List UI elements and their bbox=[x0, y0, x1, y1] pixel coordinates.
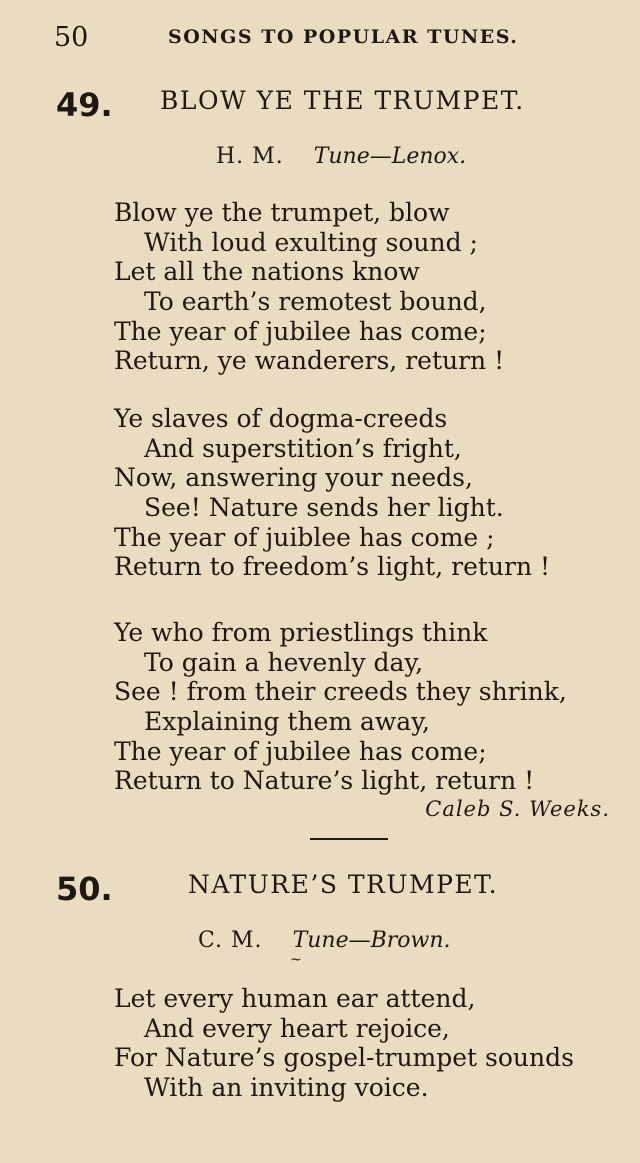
verse-line: Now, answering your needs, bbox=[114, 463, 473, 493]
verse-line: See ! from their creeds they shrink, bbox=[114, 677, 567, 707]
stanza bbox=[114, 404, 550, 582]
meter-line bbox=[198, 928, 451, 953]
hymn-title: BLOW YE THE TRUMPET. bbox=[160, 86, 525, 115]
verse-line: Blow ye the trumpet, blow bbox=[114, 198, 450, 227]
tune-name: Tune—Lenox. bbox=[313, 144, 467, 169]
verse-line: Ye who from priestlings think bbox=[114, 618, 488, 647]
verse-line: Return to Nature’s light, return ! bbox=[114, 766, 535, 796]
stanza bbox=[114, 618, 567, 796]
running-title: SONGS TO POPULAR TUNES. bbox=[168, 26, 519, 48]
meter: H. M. bbox=[216, 144, 284, 169]
hymn-title: NATURE’S TRUMPET. bbox=[188, 870, 499, 899]
verse-line: With an inviting voice. bbox=[144, 1073, 429, 1103]
verse-line: And superstition’s fright, bbox=[144, 433, 462, 463]
hymn-number: 49. bbox=[56, 86, 113, 124]
verse-line: The year of juiblee has come ; bbox=[114, 522, 495, 552]
verse-line: To earth’s remotest bound, bbox=[144, 287, 487, 317]
verse-line: For Nature’s gospel-trumpet sounds bbox=[114, 1043, 574, 1073]
meter-line bbox=[216, 144, 466, 169]
hymn-number: 50. bbox=[56, 870, 113, 908]
verse-line: Ye slaves of dogma-creeds bbox=[114, 404, 448, 433]
verse-line: Explaining them away, bbox=[144, 707, 430, 737]
stanza bbox=[114, 198, 504, 376]
verse-line: Return to freedom’s light, return ! bbox=[114, 552, 551, 582]
verse-line: The year of jubilee has come; bbox=[114, 316, 487, 346]
verse-line: To gain a hevenly day, bbox=[144, 647, 424, 677]
print-mark: ~ bbox=[290, 952, 302, 968]
author-attribution: Caleb S. Weeks. bbox=[425, 797, 610, 821]
verse-line: Let every human ear attend, bbox=[114, 984, 476, 1013]
page-number: 50 bbox=[54, 22, 89, 53]
stanza bbox=[114, 984, 574, 1103]
verse-line: With loud exulting sound ; bbox=[144, 227, 478, 257]
running-header bbox=[54, 22, 540, 56]
verse-line: And every heart rejoice, bbox=[144, 1013, 450, 1043]
verse-line: See! Nature sends her light. bbox=[144, 493, 504, 523]
verse-line: Let all the nations know bbox=[114, 257, 420, 287]
verse-line: The year of jubilee has come; bbox=[114, 736, 487, 766]
tune-name: Tune—Brown. bbox=[292, 928, 451, 953]
section-divider bbox=[310, 838, 388, 840]
verse-line: Return, ye wanderers, return ! bbox=[114, 346, 505, 376]
meter: C. M. bbox=[198, 928, 263, 953]
